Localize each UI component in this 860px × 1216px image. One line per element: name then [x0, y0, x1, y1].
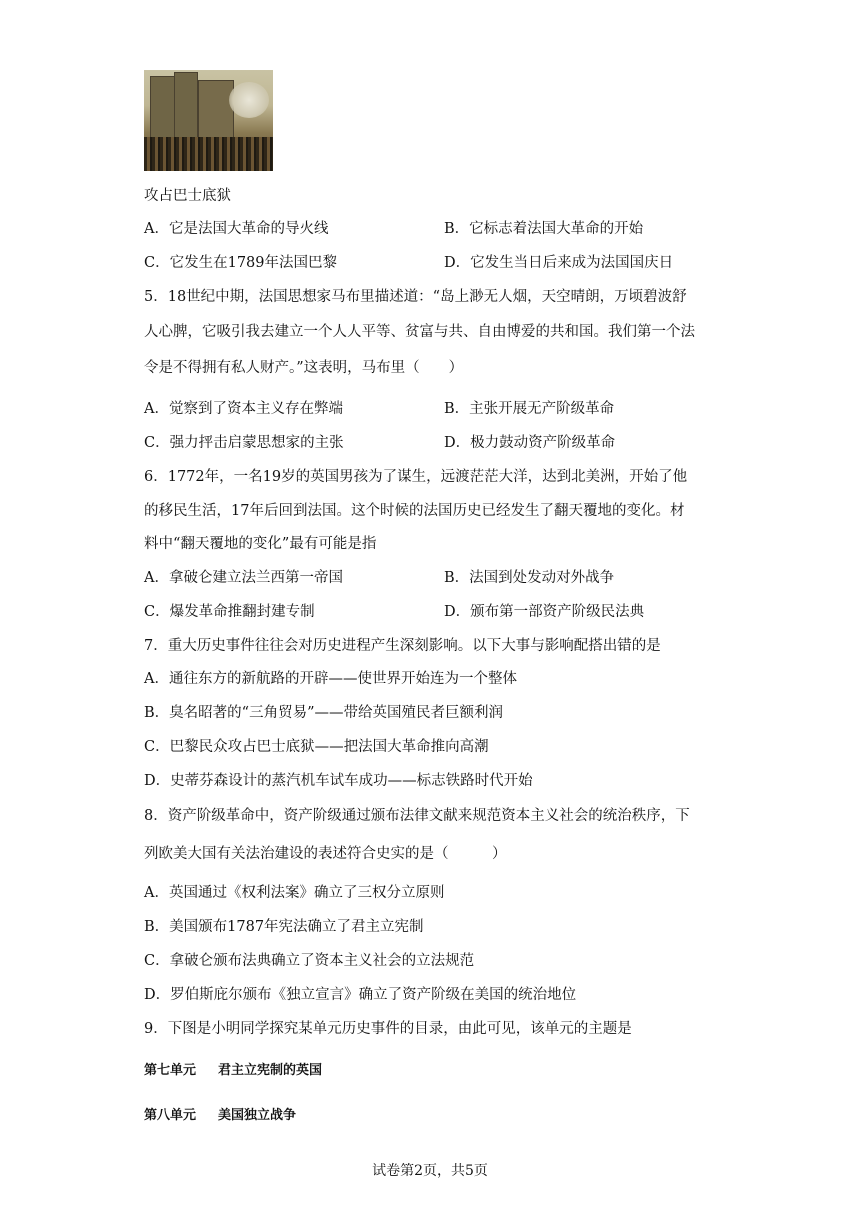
- page-footer: 试卷第2页，共5页: [372, 1163, 488, 1179]
- q5-stem-line-1: 5．18世纪中期，法国思想家马布里描述道：“岛上渺无人烟，天空晴朗，万顷碧波舒: [144, 289, 687, 305]
- q4-option-a: A．它是法国大革命的导火线: [144, 221, 329, 237]
- q5-option-b: B．主张开展无产阶级革命: [444, 401, 615, 417]
- unit-7-label: 第七单元: [144, 1063, 197, 1078]
- q7-option-c: C．巴黎民众攻占巴士底狱——把法国大革命推向高潮: [144, 739, 489, 755]
- q6-stem-line-2: 的移民生活，17年后回到法国。这个时候的法国历史已经发生了翻天覆地的变化。材: [144, 503, 685, 519]
- q5-stem-line-3: 令是不得拥有私人财产。”这表明，马布里（ ）: [144, 360, 464, 376]
- q6-option-b: B．法国到处发动对外战争: [444, 570, 615, 586]
- unit-8-entry: [144, 1104, 296, 1123]
- q6-option-c: C．爆发革命推翻封建专制: [144, 604, 315, 620]
- q8-stem-line-2: 列欧美大国有关法治建设的表述符合史实的是（ ）: [144, 846, 507, 862]
- q7-option-a: A．通往东方的新航路的开辟——使世界开始连为一个整体: [144, 671, 517, 687]
- q8-option-a: A．英国通过《权利法案》确立了三权分立原则: [144, 885, 445, 901]
- q8-option-d: D．罗伯斯庇尔颁布《独立宣言》确立了资产阶级在美国的统治地位: [144, 987, 577, 1003]
- image-caption: 攻占巴士底狱: [144, 188, 231, 204]
- storming-of-bastille-image: [144, 70, 273, 171]
- q4-option-c: C．它发生在1789年法国巴黎: [144, 255, 337, 271]
- q8-stem-line-1: 8．资产阶级革命中，资产阶级通过颁布法律文献来规范资本主义社会的统治秩序，下: [144, 808, 690, 824]
- q7-option-d: D．史蒂芬森设计的蒸汽机车试车成功——标志铁路时代开始: [144, 773, 533, 789]
- unit-8-label: 第八单元: [144, 1108, 197, 1123]
- q5-option-c: C．强力抨击启蒙思想家的主张: [144, 435, 344, 451]
- unit-7-title: 君主立宪制的英国: [218, 1063, 323, 1078]
- q7-option-b: B．臭名昭著的“三角贸易”——带给英国殖民者巨额利润: [144, 705, 503, 721]
- q9-stem: 9．下图是小明同学探究某单元历史事件的目录，由此可见，该单元的主题是: [144, 1021, 632, 1037]
- q8-option-b: B．美国颁布1787年宪法确立了君主立宪制: [144, 919, 424, 935]
- q7-stem: 7．重大历史事件往往会对历史进程产生深刻影响。以下大事与影响配搭出错的是: [144, 638, 661, 654]
- q6-stem-line-1: 6．1772年，一名19岁的英国男孩为了谋生，远渡茫茫大洋，达到北美洲，开始了他: [144, 469, 688, 485]
- unit-7-entry: [144, 1059, 322, 1078]
- q5-option-d: D．极力鼓动资产阶级革命: [444, 435, 616, 451]
- unit-8-title: 美国独立战争: [218, 1108, 297, 1123]
- q5-stem-line-2: 人心脾，它吸引我去建立一个人人平等、贫富与共、自由博爱的共和国。我们第一个法: [144, 324, 695, 340]
- q6-option-d: D．颁布第一部资产阶级民法典: [444, 604, 645, 620]
- q4-option-b: B．它标志着法国大革命的开始: [444, 221, 644, 237]
- q8-option-c: C．拿破仑颁布法典确立了资本主义社会的立法规范: [144, 953, 475, 969]
- q6-stem-line-3: 料中“翻天覆地的变化”最有可能是指: [144, 536, 377, 552]
- q4-option-d: D．它发生当日后来成为法国国庆日: [444, 255, 674, 271]
- q6-option-a: A．拿破仑建立法兰西第一帝国: [144, 570, 343, 586]
- q5-option-a: A．觉察到了资本主义存在弊端: [144, 401, 343, 417]
